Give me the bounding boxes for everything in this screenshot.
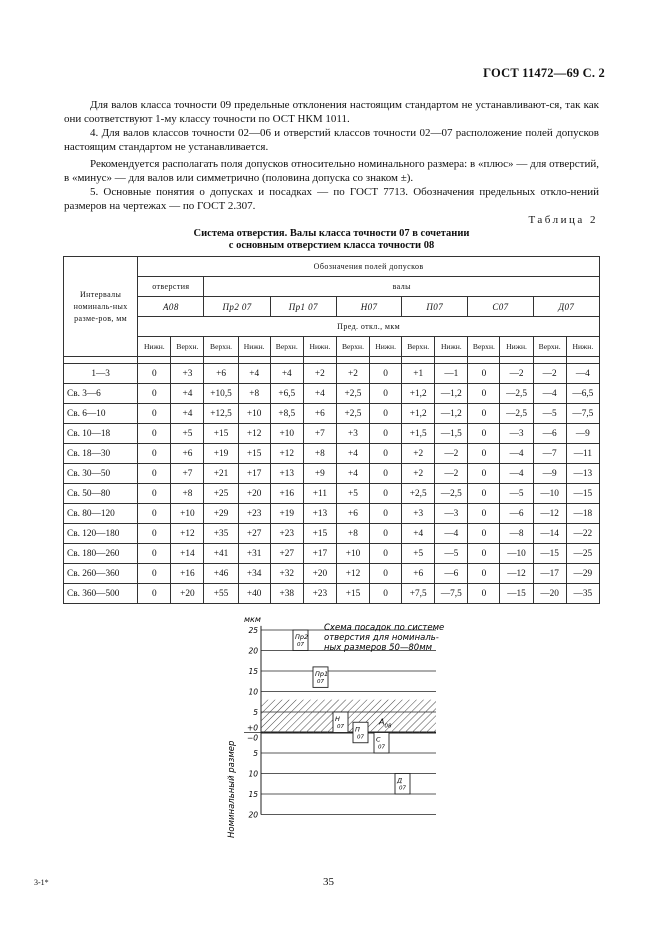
value-cell: 0 xyxy=(468,384,500,404)
axis-tick-label: 10 xyxy=(248,769,258,779)
value-cell: 0 xyxy=(370,404,402,424)
value-cell: —2,5 xyxy=(500,384,533,404)
value-cell: +1,2 xyxy=(402,384,435,404)
axis-tick-label: 15 xyxy=(248,790,258,799)
value-cell: +1 xyxy=(402,364,435,384)
footer-mark: 3-1* xyxy=(34,878,49,887)
value-cell: —3 xyxy=(500,424,533,444)
value-cell: —13 xyxy=(566,464,599,484)
value-cell: —6 xyxy=(435,564,468,584)
document-header: ГОСТ 11472—69 С. 2 xyxy=(483,66,605,80)
axis-tick-label: 5 xyxy=(253,749,258,758)
value-cell: +9 xyxy=(303,464,336,484)
value-cell: +10 xyxy=(171,504,204,524)
subheader-cell: Верхн. xyxy=(402,337,435,357)
axis-tick-label: 5 xyxy=(253,708,258,717)
axis-tick-label: 20 xyxy=(248,810,258,820)
value-cell: —15 xyxy=(500,584,533,604)
value-cell: +8,5 xyxy=(270,404,303,424)
value-cell: —9 xyxy=(533,464,566,484)
hole-group-header: отверстия xyxy=(138,277,204,297)
value-cell: +4 xyxy=(171,404,204,424)
value-cell: 0 xyxy=(468,364,500,384)
value-cell: —2 xyxy=(435,444,468,464)
value-cell: +4 xyxy=(303,384,336,404)
diagram-caption-line-2: отверстия для номиналь- xyxy=(324,633,439,643)
value-cell: +41 xyxy=(204,544,238,564)
field-pr1-07: Пр1 07 xyxy=(270,297,336,317)
interval-header: Интервалы номиналь-ных разме-ров, мм xyxy=(64,257,138,357)
diagram-caption-line-3: ных размеров 50—80мм xyxy=(324,643,433,653)
field-n07: Н07 xyxy=(336,297,401,317)
value-cell: 0 xyxy=(468,524,500,544)
subheader-cell: Верхн. xyxy=(533,337,566,357)
value-cell: 0 xyxy=(370,384,402,404)
value-cell: —1,2 xyxy=(435,384,468,404)
table-label: Таблица 2 xyxy=(528,214,598,226)
value-cell: +34 xyxy=(238,564,270,584)
value-cell: —35 xyxy=(566,584,599,604)
shaft-field-label: Д 07 xyxy=(397,776,406,792)
value-cell: +29 xyxy=(204,504,238,524)
axis-tick-label: 10 xyxy=(248,687,258,697)
value-cell: —20 xyxy=(533,584,566,604)
value-cell: 0 xyxy=(138,464,171,484)
value-cell: +35 xyxy=(204,524,238,544)
interval-cell: Св. 80—120 xyxy=(64,504,138,524)
value-cell: —15 xyxy=(566,484,599,504)
value-cell: +4 xyxy=(238,364,270,384)
value-cell: —4 xyxy=(500,444,533,464)
value-cell: —5 xyxy=(435,544,468,564)
value-cell: +32 xyxy=(270,564,303,584)
table-row xyxy=(64,424,600,444)
value-cell: 0 xyxy=(468,444,500,464)
diagram-caption-line-1: Схема посадок по системе xyxy=(324,623,445,633)
value-cell: +7 xyxy=(303,424,336,444)
value-cell: 0 xyxy=(370,564,402,584)
value-cell: —10 xyxy=(533,484,566,504)
table-row xyxy=(64,544,600,564)
subheader-cell: Нижн. xyxy=(566,337,599,357)
axis-tick-label: 15 xyxy=(248,667,258,676)
value-cell: +5 xyxy=(402,544,435,564)
value-cell: —2 xyxy=(435,464,468,484)
value-cell: 0 xyxy=(138,504,171,524)
value-cell: +19 xyxy=(270,504,303,524)
value-cell: +2,5 xyxy=(336,404,369,424)
value-cell: —14 xyxy=(533,524,566,544)
subheader-cell: Нижн. xyxy=(303,337,336,357)
value-cell: 0 xyxy=(138,444,171,464)
field-pr2-07: Пр2 07 xyxy=(204,297,270,317)
interval-cell: Св. 260—360 xyxy=(64,564,138,584)
value-cell: +17 xyxy=(303,544,336,564)
value-cell: +7,5 xyxy=(402,584,435,604)
table-row xyxy=(64,584,600,604)
value-cell: +4 xyxy=(171,384,204,404)
value-cell: —15 xyxy=(533,544,566,564)
value-cell: —2,5 xyxy=(500,404,533,424)
value-cell: 0 xyxy=(370,524,402,544)
paragraph-4: 5. Основные понятия о допусках и посадках — по ГОСТ 7713. Обозначения предельных откло-нений размеров на чертежах — по ГОСТ 2.307. xyxy=(64,186,599,212)
value-cell: —18 xyxy=(566,504,599,524)
subheader-cell: Верхн. xyxy=(204,337,238,357)
value-cell: +16 xyxy=(171,564,204,584)
table-row xyxy=(64,364,600,384)
page-number: 35 xyxy=(323,876,334,888)
table-row xyxy=(64,524,600,544)
value-cell: +5 xyxy=(171,424,204,444)
value-cell: —1 xyxy=(435,364,468,384)
value-cell: +55 xyxy=(204,584,238,604)
value-cell: 0 xyxy=(468,464,500,484)
value-cell: —4 xyxy=(500,464,533,484)
value-cell: 0 xyxy=(370,464,402,484)
value-cell: —4 xyxy=(533,384,566,404)
value-cell: —25 xyxy=(566,544,599,564)
diagram-unit-label: мкм xyxy=(244,615,261,624)
value-cell: —7,5 xyxy=(566,404,599,424)
value-cell: —7 xyxy=(533,444,566,464)
value-cell: +6 xyxy=(171,444,204,464)
interval-cell: Св. 50—80 xyxy=(64,484,138,504)
value-cell: 0 xyxy=(468,564,500,584)
shaft-field-label: П 07 xyxy=(355,725,364,741)
tolerance-table xyxy=(63,256,600,604)
subheader-cell: Нижн. xyxy=(500,337,533,357)
value-cell: +6 xyxy=(204,364,238,384)
value-cell: +8 xyxy=(303,444,336,464)
value-cell: +11 xyxy=(303,484,336,504)
value-cell: +2 xyxy=(402,444,435,464)
value-cell: —12 xyxy=(500,564,533,584)
table-row xyxy=(64,464,600,484)
value-cell: +27 xyxy=(270,544,303,564)
value-cell: 0 xyxy=(138,404,171,424)
value-cell: +10 xyxy=(336,544,369,564)
interval-cell: 1—3 xyxy=(64,364,138,384)
interval-cell: Св. 30—50 xyxy=(64,464,138,484)
value-cell: +20 xyxy=(238,484,270,504)
value-cell: +2,5 xyxy=(402,484,435,504)
paragraph-2: 4. Для валов классов точности 02—06 и отверстий классов точности 02—07 расположение полей допусков настоящим стандартом не устанавливается. xyxy=(64,127,599,153)
value-cell: —1,2 xyxy=(435,404,468,424)
value-cell: —22 xyxy=(566,524,599,544)
value-cell: +2 xyxy=(402,464,435,484)
value-cell: +4 xyxy=(336,464,369,484)
table-row xyxy=(64,384,600,404)
value-cell: +15 xyxy=(204,424,238,444)
axis-tick-label: −0 xyxy=(246,733,258,743)
value-cell: 0 xyxy=(138,484,171,504)
value-cell: +1,5 xyxy=(402,424,435,444)
table-row xyxy=(64,564,600,584)
value-cell: —4 xyxy=(435,524,468,544)
value-cell: 0 xyxy=(138,544,171,564)
value-cell: +3 xyxy=(402,504,435,524)
value-cell: +25 xyxy=(204,484,238,504)
nominal-size-label: Номинальный размер xyxy=(227,740,237,838)
value-cell: —29 xyxy=(566,564,599,584)
value-cell: +38 xyxy=(270,584,303,604)
value-cell: —2 xyxy=(500,364,533,384)
value-cell: +10,5 xyxy=(204,384,238,404)
value-cell: +14 xyxy=(171,544,204,564)
value-cell: +6 xyxy=(402,564,435,584)
value-cell: +46 xyxy=(204,564,238,584)
value-cell: +12 xyxy=(238,424,270,444)
field-a08-label: $А_{08}$ xyxy=(379,717,392,730)
value-cell: +10 xyxy=(270,424,303,444)
value-cell: +17 xyxy=(238,464,270,484)
value-cell: 0 xyxy=(370,424,402,444)
value-cell: +6,5 xyxy=(270,384,303,404)
interval-cell: Св. 6—10 xyxy=(64,404,138,424)
value-cell: +8 xyxy=(336,524,369,544)
value-cell: —2,5 xyxy=(435,484,468,504)
value-cell: +16 xyxy=(270,484,303,504)
field-s07: С07 xyxy=(468,297,533,317)
value-cell: +2 xyxy=(303,364,336,384)
shaft-field-label: Пр2 07 xyxy=(295,633,309,648)
table-row xyxy=(64,484,600,504)
value-cell: 0 xyxy=(138,384,171,404)
value-cell: +12 xyxy=(270,444,303,464)
value-cell: —12 xyxy=(533,504,566,524)
diagram-fields xyxy=(261,630,436,794)
paragraph-block xyxy=(64,98,599,213)
subheader-cell: Нижн. xyxy=(435,337,468,357)
value-cell: 0 xyxy=(138,584,171,604)
value-cell: 0 xyxy=(370,584,402,604)
value-cell: +23 xyxy=(238,504,270,524)
value-cell: +23 xyxy=(303,584,336,604)
value-cell: 0 xyxy=(468,544,500,564)
value-cell: —6 xyxy=(500,504,533,524)
value-cell: +13 xyxy=(270,464,303,484)
value-cell: —5 xyxy=(500,484,533,504)
subheader-cell: Верхн. xyxy=(468,337,500,357)
value-cell: 0 xyxy=(370,544,402,564)
interval-cell: Св. 3—6 xyxy=(64,384,138,404)
value-cell: +20 xyxy=(171,584,204,604)
value-cell: —1,5 xyxy=(435,424,468,444)
value-cell: 0 xyxy=(138,364,171,384)
value-cell: +4 xyxy=(336,444,369,464)
subheader-cell: Верхн. xyxy=(171,337,204,357)
field-a08: А08 xyxy=(138,297,204,317)
value-cell: +8 xyxy=(238,384,270,404)
value-cell: 0 xyxy=(370,444,402,464)
interval-cell: Св. 360—500 xyxy=(64,584,138,604)
axis-tick-label: 25 xyxy=(248,626,258,635)
value-cell: +3 xyxy=(336,424,369,444)
value-cell: +12 xyxy=(171,524,204,544)
value-cell: +6 xyxy=(336,504,369,524)
value-cell: 0 xyxy=(138,424,171,444)
field-p07: П07 xyxy=(402,297,468,317)
value-cell: +6 xyxy=(303,404,336,424)
value-cell: —10 xyxy=(500,544,533,564)
value-cell: +2,5 xyxy=(336,384,369,404)
value-cell: —17 xyxy=(533,564,566,584)
interval-cell: Св. 18—30 xyxy=(64,444,138,464)
value-cell: —2 xyxy=(533,364,566,384)
axis-tick-label: 20 xyxy=(248,646,258,656)
subheader-cell: Нижн. xyxy=(370,337,402,357)
value-cell: 0 xyxy=(468,584,500,604)
value-cell: 0 xyxy=(138,564,171,584)
value-cell: +5 xyxy=(336,484,369,504)
value-cell: +21 xyxy=(204,464,238,484)
value-cell: +12,5 xyxy=(204,404,238,424)
value-cell: —7,5 xyxy=(435,584,468,604)
subheader-cell: Верхн. xyxy=(270,337,303,357)
value-cell: +15 xyxy=(303,524,336,544)
value-cell: +1,2 xyxy=(402,404,435,424)
value-cell: —4 xyxy=(566,364,599,384)
value-cell: +19 xyxy=(204,444,238,464)
value-cell: +23 xyxy=(270,524,303,544)
subheader-cell: Нижн. xyxy=(138,337,171,357)
value-cell: 0 xyxy=(468,404,500,424)
interval-cell: Св. 180—260 xyxy=(64,544,138,564)
value-cell: +3 xyxy=(171,364,204,384)
value-cell: +10 xyxy=(238,404,270,424)
value-cell: +27 xyxy=(238,524,270,544)
value-cell: +4 xyxy=(402,524,435,544)
value-cell: —6 xyxy=(533,424,566,444)
value-cell: +15 xyxy=(238,444,270,464)
value-cell: +12 xyxy=(336,564,369,584)
value-cell: —11 xyxy=(566,444,599,464)
field-d07: Д07 xyxy=(533,297,599,317)
value-cell: +31 xyxy=(238,544,270,564)
value-cell: 0 xyxy=(370,504,402,524)
paragraph-3: Рекомендуется располагать поля допусков относительно номинального размера: в «плюс» — для отверстий, в «минус» — для валов или симметрично (половина допуска со знаком ±). xyxy=(64,158,599,184)
paragraph-1: Для валов класса точности 09 предельные отклонения настоящим стандартом не устанавливают-ся, так как они соответствуют 1-му классу точности по ОСТ НКМ 1011. xyxy=(64,99,599,125)
subheader-cell: Нижн. xyxy=(238,337,270,357)
table-spacer xyxy=(64,357,600,364)
value-cell: —8 xyxy=(500,524,533,544)
value-cell: —3 xyxy=(435,504,468,524)
shaft-field-label: Пр1 07 xyxy=(315,669,329,685)
value-cell: +4 xyxy=(270,364,303,384)
interval-cell: Св. 120—180 xyxy=(64,524,138,544)
table-row xyxy=(64,444,600,464)
value-cell: +2 xyxy=(336,364,369,384)
value-cell: 0 xyxy=(468,484,500,504)
value-cell: —6,5 xyxy=(566,384,599,404)
value-cell: +15 xyxy=(336,584,369,604)
value-cell: 0 xyxy=(370,484,402,504)
value-cell: +20 xyxy=(303,564,336,584)
value-cell: 0 xyxy=(370,364,402,384)
value-cell: 0 xyxy=(468,424,500,444)
table-row xyxy=(64,404,600,424)
value-cell: 0 xyxy=(138,524,171,544)
shaft-field-label: Н 07 xyxy=(335,715,344,730)
value-cell: +7 xyxy=(171,464,204,484)
value-cell: +13 xyxy=(303,504,336,524)
table-title xyxy=(64,228,599,252)
subheader-cell: Верхн. xyxy=(336,337,369,357)
interval-cell: Св. 10—18 xyxy=(64,424,138,444)
value-cell: —9 xyxy=(566,424,599,444)
shaft-group-header: валы xyxy=(204,277,600,297)
shaft-field-label: С 07 xyxy=(376,735,385,751)
table-row xyxy=(64,504,600,524)
value-cell: +8 xyxy=(171,484,204,504)
axis-tick-label: +0 xyxy=(246,723,258,733)
field-a08-zone xyxy=(261,700,436,733)
fit-scheme-diagram xyxy=(214,612,464,844)
value-cell: —5 xyxy=(533,404,566,424)
value-cell: 0 xyxy=(468,504,500,524)
tolerance-header: Обозначения полей допусков xyxy=(138,257,600,277)
value-cell: +40 xyxy=(238,584,270,604)
table-title-line-1: Система отверстия. Валы класса точности 07 в сочетании xyxy=(193,228,470,239)
units-row: Пред. откл., мкм xyxy=(138,317,600,337)
table-title-line-2: с основным отверстием класса точности 08 xyxy=(228,240,435,251)
